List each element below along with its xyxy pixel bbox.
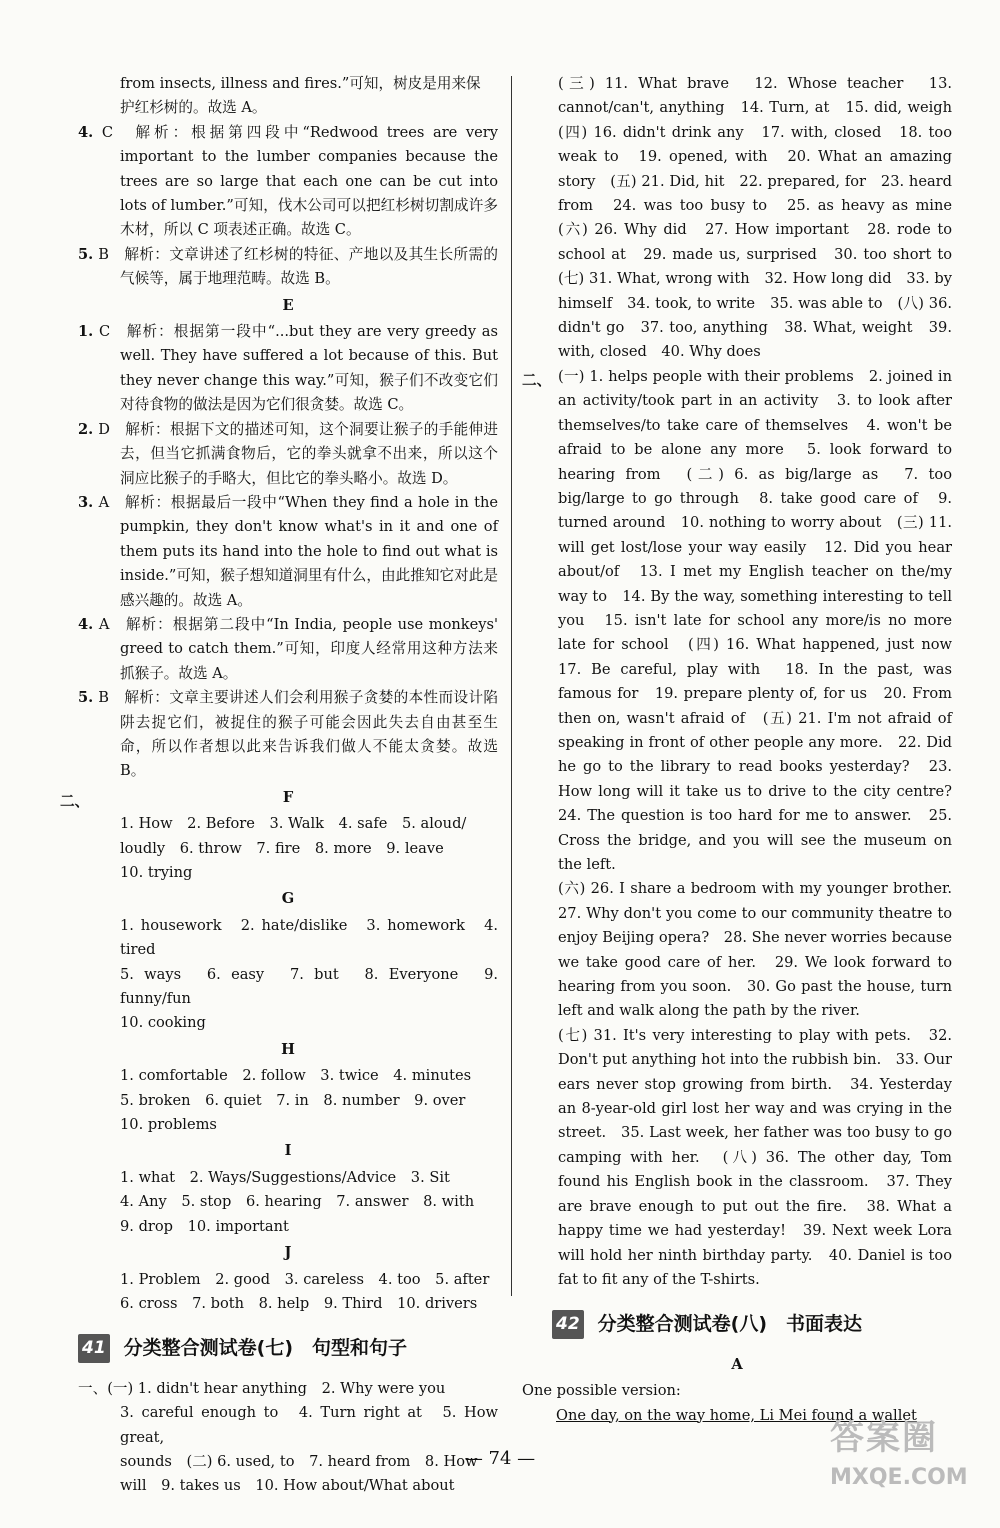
section-heading-h: H <box>281 1040 295 1058</box>
f-line-1: 1. How 2. Before 3. Walk 4. safe 5. aloud/ <box>120 815 467 833</box>
h-line-3: 10. problems <box>120 1116 217 1134</box>
answer-item-e2: 2. D 解析：根据下文的描述可知，这个洞要让猴子的手能伸进去，但当它抓满食物后，它的拳头就拿不出来，所以这个洞应比猴子的手略大，但比它的拳头略小。故选 D。 <box>78 420 499 487</box>
intro-line-1: from insects, illness and fires.”可知，树皮是用来保 <box>120 75 481 92</box>
answer-item-e1: 1. C 解析：根据第一段中“...but they are very greedy as well. They have suffered a lot because of this. But they never change this way.”可知，猴子们不改变它们对待食物的做法是因为它们很贪婪。故选 C。 <box>78 323 499 414</box>
test-42-number-badge: 42 <box>552 1310 584 1338</box>
s41-line-4: will 9. takes us 10. How about/What about <box>120 1477 455 1495</box>
possible-version-first-line: One day, on the way home, Li Mei found a wallet <box>556 1406 917 1424</box>
s41-part2-text: (一) 1. helps people with their problems 2. joined in an activity/took part in an activity 3. to look after themselves/to take care of themselves 4. won't be afraid to be alone any more 5. look forward to hearing from (二) 6. as big/large as 7. too big/large to go through 8. take good care of 9. turned around 10. nothing to worry about (三) 11. will get lost/lose your way easily 12. Did you hear about/of 13. I met my English teacher on the/my way to 14. By the way, something interesting to tell you 15. isn't late for school any more/is no more late for school (四) 16. What happened, just now 17. Be careful, play with 18. In the past, was famous for 19. prepare plenty of, for us 20. From then on, wasn't afraid of (五) 21. I'm not afraid of speaking in front of other people any more. 22. Did he go to the library to read books yesterday? 23. How long will it take us to drive to the city centre? 24. The question is too hard for me to answer. 25. Cross the bridge, and you will see the museum on the left. <box>558 367 967 873</box>
s41-part2-six: (六) 26. I share a bedroom with my younger brother. 27. Why don't you come to our community theatre to enjoy Beijing opera? 28. She never worries because we take good care of her. 29. We look forward to hearing from you soon. 30. Go past the house, turn left and walk along the path by the river. <box>558 880 967 1020</box>
page-number: — 74 — <box>464 1448 536 1469</box>
i-line-2: 4. Any 5. stop 6. hearing 7. answer 8. with <box>120 1193 475 1211</box>
right-column <box>522 72 967 1428</box>
j-line-1: 1. Problem 2. good 3. careless 4. too 5. after <box>120 1270 490 1288</box>
possible-version-label: One possible version: <box>522 1382 681 1400</box>
intro-line-2: 护红杉树的。故选 A。 <box>120 99 267 117</box>
test-42-banner <box>522 1310 952 1338</box>
test-41-number-badge: 41 <box>78 1334 110 1362</box>
s41-line-3: sounds (二) 6. used, to 7. heard from 8. How <box>120 1452 478 1470</box>
column-divider <box>511 76 512 1296</box>
j-line-2: 6. cross 7. both 8. help 9. Third 10. drivers <box>120 1294 478 1312</box>
f-line-3: 10. trying <box>120 864 193 881</box>
s41-line-2: 3. careful enough to 4. Turn right at 5. How great, <box>120 1404 498 1446</box>
section-heading-e: E <box>282 296 294 314</box>
answer-item-e4: 4. A 解析：根据第二段中“In India, people use monkeys' greed to catch them.”可知，印度人经常用这种方法来抓猴子。故选 A。 <box>78 615 498 682</box>
g-line-3: 10. cooking <box>120 1014 206 1032</box>
h-line-2: 5. broken 6. quiet 7. in 8. number 9. over <box>120 1091 466 1109</box>
section-heading-f: F <box>282 788 294 806</box>
g-line-1: 1. housework 2. hate/dislike 3. homework 4. tired <box>120 916 498 959</box>
s41-part2-seven: (七) 31. It's very interesting to play with pets. 32. Don't put anything hot into the rubbish bin. 33. Our ears never stop growing from birth. 34. Yesterday an 8-year-old girl lost her way and was crying in the street. 35. Last week, her father was too busy to go camping with her. (八) 36. The other day, Tom found his English book in the classroom. 37. They are brave enough to put out the fire. 38. What a happy time we had yesterday! 39. Next week Lora will hold her ninth birthday party. 40. Daniel is too fat to fit any of the T-shirts. <box>558 1026 952 1288</box>
s41-line-1: 一、(一) 1. didn't hear anything 2. Why were you <box>78 1379 446 1397</box>
watermark-url: MXQE.COM <box>830 1465 968 1490</box>
answer-item-e3: 3. A 解析：根据最后一段中“When they find a hole in the pumpkin, they don't know what's in it and one of them puts its hand into the hole to find out what is inside.”可知，猴子想知道洞里有什么，由此推知它对此是感兴趣的。故选 A。 <box>78 493 499 609</box>
section-heading-g: G <box>281 890 295 908</box>
s41-part1-continued: (三) 11. What brave 12. Whose teacher 13. cannot/can't, anything 14. Turn, at 15. did, weigh (四) 16. didn't drink any 17. with, closed 18. too weak to 19. opened, with 20. What an amazing story (五) 21. Did, hit 22. prepared, for 23. heard from 24. was too busy to 25. as heavy as mine (六) 26. Why did 27. How important 28. rode to school at 29. made us, surprised 30. too short to (七) 31. What, wrong with 32. How long did 33. by himself 34. took, to write 35. was able to (八) 36. didn't go 37. too, anything 38. What, weight 39. with, closed 40. Why does <box>558 75 967 361</box>
site-watermark <box>830 1410 990 1520</box>
answer-item-d5: 5. B 解析：文章讲述了红杉树的特征、产地以及其生长所需的气候等，属于地理范畴。故选 B。 <box>78 245 498 288</box>
i-line-3: 9. drop 10. important <box>120 1217 289 1235</box>
answer-item-e5: 5. B 解析：文章主要讲述人们会利用猴子贪婪的本性而设计陷阱去捉它们，被捉住的猴子可能会因此失去自由甚至生命，所以作者想以此来告诉我们做人不能太贪婪。故选 B。 <box>78 689 498 780</box>
watermark-logo-text: 答案圈 <box>830 1418 938 1458</box>
g-line-2: 5. ways 6. easy 7. but 8. Everyone 9. funny/fun <box>120 965 498 1008</box>
answer-item-d4: 4. C 解析：根据第四段中“Redwood trees are very important to the lumber companies because the trees are so large that each one can be cut into lots of lumber.”可知，伐木公司可以把红杉树切割成许多木材，所以 C 项表述正确。故选 C。 <box>78 123 499 239</box>
test-41-title: 分类整合测试卷(七) 句型和句子 <box>123 1337 408 1360</box>
section-heading-j: J <box>284 1244 292 1262</box>
part-two-label: 二、 <box>60 792 90 810</box>
section-heading-i: I <box>284 1142 292 1160</box>
test-42-title: 分类整合测试卷(八) 书面表达 <box>597 1313 863 1336</box>
left-column <box>60 72 499 1499</box>
h-line-1: 1. comfortable 2. follow 3. twice 4. minutes <box>120 1067 472 1085</box>
i-line-1: 1. what 2. Ways/Suggestions/Advice 3. Sit <box>120 1168 450 1186</box>
f-line-2: loudly 6. throw 7. fire 8. more 9. leave <box>120 839 444 857</box>
test-41-banner <box>78 1334 498 1362</box>
section-heading-a: A <box>731 1355 743 1373</box>
part-two-label-right: 二、 <box>522 371 552 389</box>
